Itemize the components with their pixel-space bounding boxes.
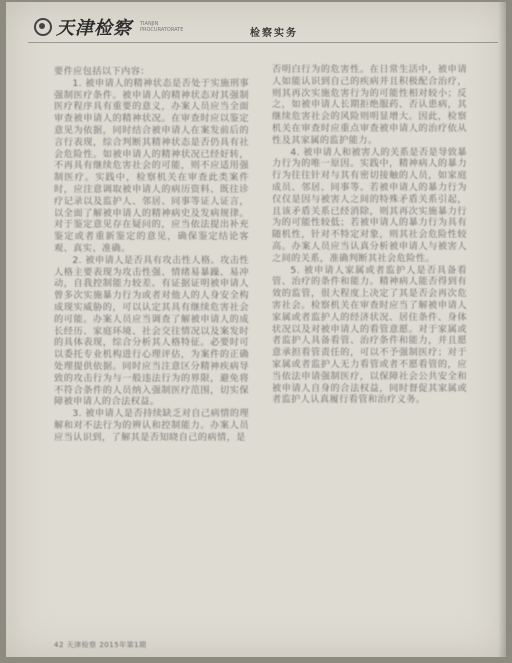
- page-fold-shadow: [498, 2, 506, 657]
- paragraph: 要件应包括以下内容：: [54, 66, 150, 77]
- document-page: [6, 2, 506, 657]
- emblem-icon: [34, 18, 52, 36]
- paragraph: 5. 被申请人家属或者监护人是否具备看管、治疗的条件和能力。精神病人能否得到有效的监管，很大程度上决定了其是否会再次危害社会。检察机关在审查时应当了解被申请人家属或者监护人的经济状况、居住条件、身体状况以及对被申请人的看管意愿。对于家属或者监护人具备看管、治疗条件和能力，并且愿意承担看管责任的，可以不予强制医疗；对于家属或者监护人无力看管或者不愿看管的，应当依法申请强制医疗，以保障社会公共安全和被申请人自身的合法权益，同时督促其家属或者监护人认真履行看管和治疗义务。: [272, 264, 467, 406]
- paragraph: 1. 被申请人的精神状态是否处于实施刑事强制医疗条件。被申请人的精神状态对其强制医疗程序具有重要的意义，办案人员应当全面审查被申请人的精神状况。在审查时应以鉴定意见为依据，同时结合被申请人在案发前后的言行表现，综合判断其精神状态是否仍具有社会危险性。如被申请人的精神状况已经好转，不再具有继续危害社会的可能，则不应适用强制医疗。实践中，检察机关在审查此类案件时，应注意调取被申请人的病历资料、既往诊疗记录以及监护人、邻居、同事等证人证言，以全面了解被申请人的精神病史及发病规律。对于鉴定意见存在疑问的，应当依法提出补充鉴定或者重新鉴定的意见，确保鉴定结论客观、真实、准确。: [54, 77, 249, 254]
- magazine-logo: [34, 14, 188, 40]
- paragraph: 2. 被申请人是否具有攻击性人格。攻击性人格主要表现为攻击性强、情绪易暴躁、易冲动，自我控制能力较差。有证据证明被申请人曾多次实施暴力行为或者对他人的人身安全构成现实威胁的，可以认定其具有继续危害社会的可能。办案人员应当调查了解被申请人的成长经历、家庭环境、社会交往情况以及案发时的具体表现，综合分析其人格特征。必要时可以委托专业机构进行心理评估，为案件的正确处理提供依据。同时应当注意区分精神疾病导致的攻击行为与一般违法行为的界限，避免将不符合条件的人员纳入强制医疗范围，切实保障被申请人的合法权益。: [54, 254, 249, 408]
- logo-text: 天津检察: [56, 18, 132, 39]
- paragraph: 3. 被申请人是否持续缺乏对自己病情的理解和对不法行为的辨认和控制能力。办案人员应当认识到，了解其是否知晓自己的病情，是: [54, 408, 249, 443]
- right-column: [272, 64, 467, 639]
- section-title: 检察实务: [250, 28, 298, 39]
- article-body: [54, 66, 506, 641]
- paragraph: 否明白行为的危害性。在日常生活中，被申请人如能认识到自己的疾病并且积极配合治疗，则其再次实施危害行为的可能性相对较小；反之，如被申请人长期拒绝服药、否认患病，其继续危害社会的风险则明显增大。因此，检察机关在审查时应重点审查被申请人的治疗依从性及其家属的监护能力。: [272, 64, 467, 146]
- page-header: [6, 2, 506, 46]
- left-column: [54, 66, 249, 641]
- logo-subtitle: TIANJIN PROCURATORATE: [140, 21, 184, 33]
- page-footer: 42 天津检察 2015年第1期: [54, 641, 147, 649]
- paragraph: 4. 被申请人和被害人的关系是否是导致暴力行为的唯一原因。实践中，精神病人的暴力行为往往针对与其有密切接触的人员，如家庭成员、邻居、同事等。若被申请人的暴力行为仅仅是因与被害人之间的特殊矛盾关系引起，且该矛盾关系已经消除，则其再次实施暴力行为的可能性较低；若被申请人的暴力行为具有随机性，针对不特定对象，则其社会危险性较高。办案人员应当认真分析被申请人与被害人之间的关系，准确判断其社会危险性。: [272, 146, 467, 264]
- header-divider: [28, 42, 498, 43]
